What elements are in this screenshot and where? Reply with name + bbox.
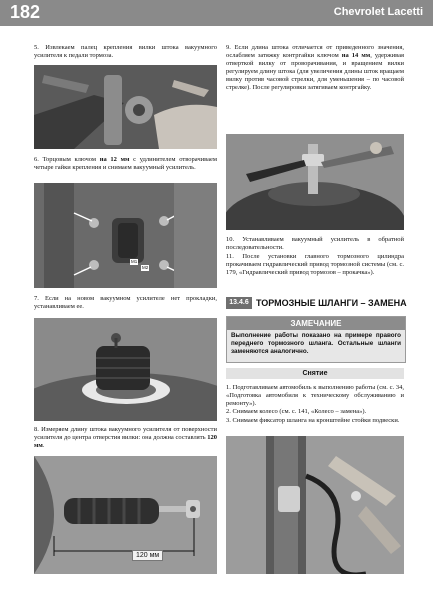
step-8-text xyxy=(34,426,217,450)
step-9-text-a: 9. Если длина штока отличается от приведенного значения, ослабляем затяжку контргайки ключом xyxy=(226,44,404,59)
step-9-text-bold: на 14 мм xyxy=(341,52,371,59)
removal-item-3: 3. Снимаем фиксатор шланга на кронштейне стойки подвески. xyxy=(226,417,400,424)
step-5-text: 5. Извлекаем палец крепления вилки штока вакуумного усилителя к педали тормоза. xyxy=(34,44,217,59)
photo-rod-adjust-illustration xyxy=(226,134,404,230)
photo-label-m1: M1 xyxy=(131,259,138,264)
removal-heading: Снятие xyxy=(226,368,404,379)
note-box xyxy=(226,316,406,363)
photo-rod-measure-illustration xyxy=(34,456,217,574)
photo-booster-nuts-illustration xyxy=(34,183,217,288)
step-8-text-b: . xyxy=(42,442,45,449)
page-header xyxy=(0,0,433,26)
photo-label-m2: M2 xyxy=(142,265,149,270)
photo-rod-measure xyxy=(34,456,217,574)
photo-gasket-illustration xyxy=(34,318,217,421)
photo-pedal-pin xyxy=(34,65,217,149)
page-number: 182 xyxy=(10,2,41,22)
step-8-text-bold: 120 мм xyxy=(34,434,217,449)
step-10-text: 10. Устанавливаем вакуумный усилитель в обратной последовательности. xyxy=(226,236,404,251)
section-heading xyxy=(226,297,406,309)
removal-item-2: 2. Снимаем колесо (см. с. 141, «Колесо – замена»). xyxy=(226,408,367,415)
photo-booster-nuts xyxy=(34,183,217,288)
step-9-text xyxy=(226,44,404,92)
note-title: ЗАМЕЧАНИЕ xyxy=(227,317,405,330)
step-8-text-a: 8. Измеряем длину штока вакуумного усилителя от поверхности усилителя до центра отверстия вилки: она должна составлять xyxy=(34,426,217,441)
step-6-text-a: 6. Торцовым ключом xyxy=(34,156,100,163)
step-6-text-b: с удлинителем отворачиваем четыре гайки крепления и снимаем вакуумный усилитель. xyxy=(34,156,217,171)
dimension-label: 120 мм xyxy=(132,550,163,561)
step-7-text: 7. Если на новом вакуумном усилителе нет прокладки, устанавливаем ее. xyxy=(34,295,217,310)
step-9-text-b: , удерживая отверткой вилку от проворачивания, и вращением вилки регулируем длину штока (для увеличения длины шток вращаем вилку против часовой стрелки, для уменьшения – по часовой стрелке). После регулировки затягиваем контргайку. xyxy=(226,52,404,91)
removal-item-1: 1. Подготавливаем автомобиль к выполнению работы (см. с. 34, «Подготовка автомобиля к техническому обслуживанию и ремонту»). xyxy=(226,384,404,407)
step-11-text: 11. После установки главного тормозного цилиндра прокачиваем гидравлический привод тормозной системы (см. с. 179, «Гидравлический привод тормозов – прокачка»). xyxy=(226,253,404,276)
photo-rod-adjust xyxy=(226,134,404,230)
section-number: 13.4.6 xyxy=(226,297,252,309)
section-title: ТОРМОЗНЫЕ ШЛАНГИ – ЗАМЕНА xyxy=(256,298,407,308)
step-6-text xyxy=(34,156,217,172)
note-text: Выполнение работы показано на примере правого переднего тормозного шланга. Остальные шланги заменяются аналогично. xyxy=(231,332,401,355)
photo-brake-hose xyxy=(226,436,404,574)
step-6-text-bold: на 12 мм xyxy=(99,156,130,163)
photo-pedal-pin-illustration xyxy=(34,65,217,149)
photo-brake-hose-illustration xyxy=(226,436,404,574)
running-title: Chevrolet Lacetti xyxy=(333,6,423,18)
photo-gasket xyxy=(34,318,217,421)
